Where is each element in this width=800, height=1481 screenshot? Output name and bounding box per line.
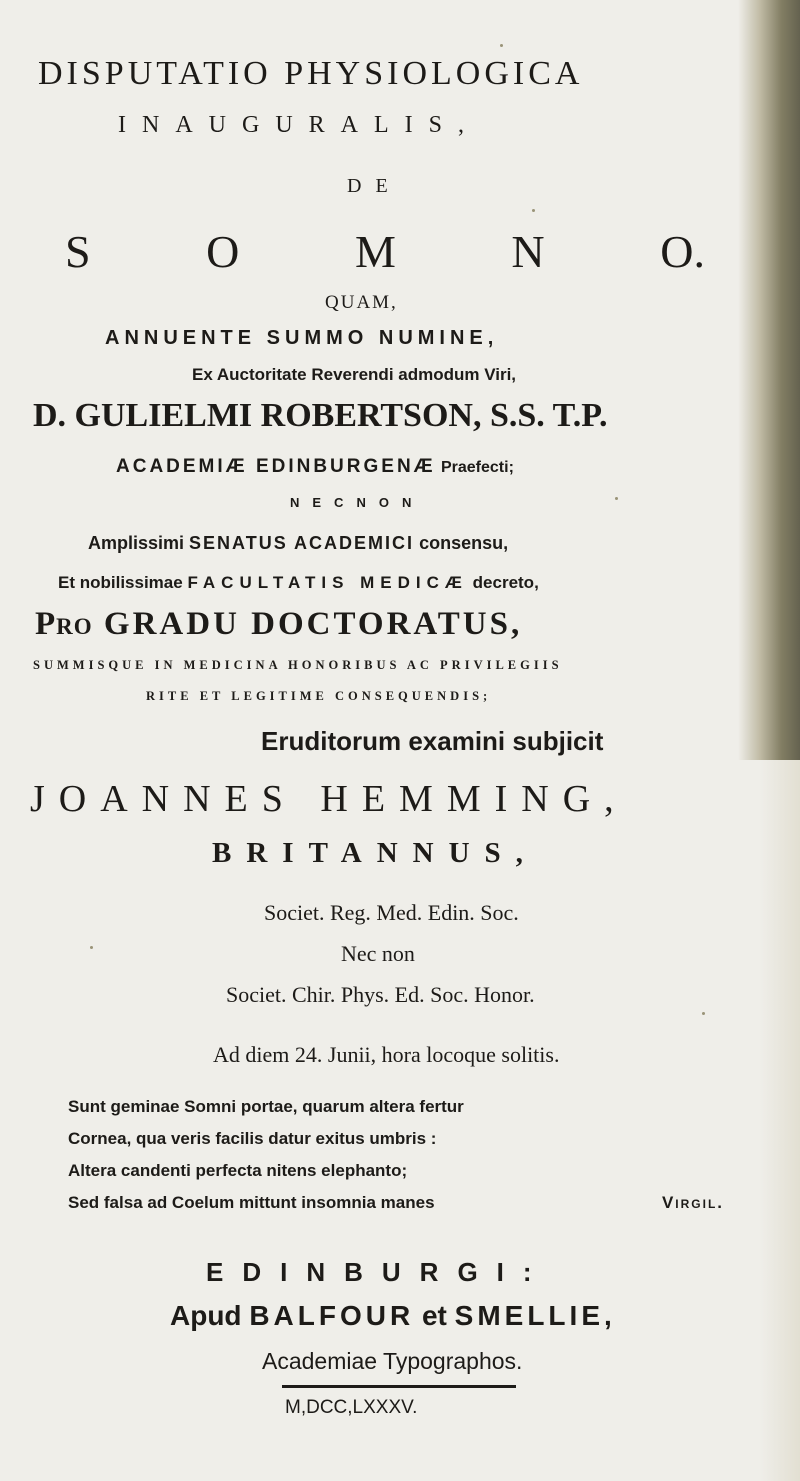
eruditorum-line: Eruditorum examini subjicit xyxy=(261,726,604,756)
somno-heading xyxy=(65,225,705,278)
imprint-date: M,DCC,LXXXV. xyxy=(285,1397,418,1418)
nobilissimae-pre: Et nobilissimae xyxy=(58,573,183,592)
main-title: DISPUTATIO PHYSIOLOGICA xyxy=(38,55,584,92)
somno-letter: M xyxy=(354,226,396,277)
paper-speck xyxy=(90,946,93,949)
verse-line: Sed falsa ad Coelum mittunt insomnia manes xyxy=(68,1193,435,1212)
verse-line: Altera candenti perfecta nitens elephanto; xyxy=(68,1161,408,1180)
imprint-rule xyxy=(282,1385,516,1388)
gradu-line xyxy=(35,606,522,643)
printer-smellie: SMELLIE, xyxy=(454,1300,616,1331)
page-edge-tint xyxy=(760,760,800,1481)
typographos-line: Academiae Typographos. xyxy=(262,1348,523,1374)
nec-non-line: Nec non xyxy=(341,941,415,966)
nobilissimae-line xyxy=(58,573,539,593)
summisque-line: SUMMISQUE IN MEDICINA HONORIBUS AC PRIVILEGIIS xyxy=(33,658,563,672)
author-name: JOANNES HEMMING, xyxy=(30,778,628,820)
praefecti-text: Praefecti; xyxy=(440,459,514,476)
printer-balfour: BALFOUR xyxy=(249,1300,415,1331)
imprint-city: EDINBURGI: xyxy=(206,1257,551,1287)
verse-line: Sunt geminae Somni portae, quarum altera fertur xyxy=(68,1097,464,1116)
gulielmi-line: D. GULIELMI ROBERTSON, S.S. T.P. xyxy=(33,397,608,434)
academiae-line xyxy=(116,456,514,478)
somno-letter: S xyxy=(65,226,91,277)
paper-speck xyxy=(532,209,535,212)
senatus-caps: SENATUS ACADEMICI xyxy=(189,533,415,553)
auctoritate-line: Ex Auctoritate Reverendi admodum Viri, xyxy=(192,365,517,384)
verse-author: Virgil. xyxy=(661,1193,724,1212)
decreto-text: decreto, xyxy=(472,573,539,592)
society-line-1: Societ. Reg. Med. Edin. Soc. xyxy=(264,900,519,925)
somno-letter: O. xyxy=(660,226,705,277)
somno-letter: N xyxy=(511,226,545,277)
inauguralis-line: INAUGURALIS, xyxy=(118,112,480,138)
academiae-caps: ACADEMIÆ EDINBURGENÆ xyxy=(116,456,436,477)
necnon-line: NECNON xyxy=(290,495,425,510)
gradu-text: GRADU DOCTORATUS, xyxy=(103,606,523,642)
paper-speck xyxy=(500,44,503,47)
amplissimi-line xyxy=(88,533,508,554)
verse-line: Cornea, qua veris facilis datur exitus umbris : xyxy=(68,1129,437,1148)
quam-line: QUAM, xyxy=(325,292,398,313)
apud-text: Apud xyxy=(170,1300,242,1331)
amplissimi-pre: Amplissimi xyxy=(88,533,185,553)
consensu-text: consensu, xyxy=(419,533,509,553)
paper-speck xyxy=(702,1012,705,1015)
somno-letter: O xyxy=(206,226,240,277)
annuente-line: ANNUENTE SUMMO NUMINE, xyxy=(105,327,499,349)
facultatis-caps: FACULTATIS MEDICÆ xyxy=(187,573,468,592)
rite-line: RITE ET LEGITIME CONSEQUENDIS; xyxy=(146,689,492,703)
britannus-line: BRITANNUS, xyxy=(212,837,538,869)
pro-text: Pro xyxy=(35,606,93,642)
page-edge-shadow xyxy=(738,0,800,760)
de-line: DE xyxy=(347,175,402,197)
et-text: et xyxy=(421,1300,447,1331)
date-of-defense: Ad diem 24. Junii, hora locoque solitis. xyxy=(213,1042,560,1067)
society-line-2: Societ. Chir. Phys. Ed. Soc. Honor. xyxy=(226,982,535,1007)
paper-speck xyxy=(615,497,618,500)
verse-line-last xyxy=(68,1193,724,1213)
imprint-printers xyxy=(170,1300,616,1332)
